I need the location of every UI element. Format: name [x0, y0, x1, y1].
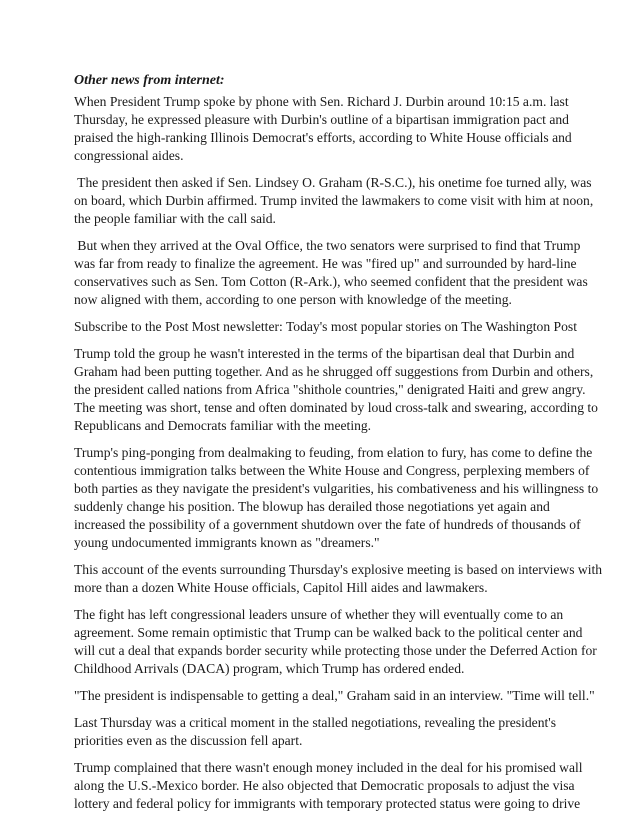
paragraph-10 [74, 714, 577, 750]
text-line: along the U.S.-Mexico border. He also objected that Democratic proposals to adjust the visa [74, 778, 575, 793]
paragraph-3 [74, 237, 588, 309]
text-line: Thursday, he expressed pleasure with Durbin's outline of a bipartisan immigration pact and [74, 112, 569, 127]
text-line: This account of the events surrounding Thursday's explosive meeting is based on interviews with [74, 562, 603, 577]
paragraph-6 [74, 444, 599, 552]
text-line: young undocumented immigrants known as "dreamers." [74, 535, 380, 550]
section-heading: Other news from internet: [74, 73, 225, 88]
text-line: The fight has left congressional leaders unsure of whether they will eventually come to an [74, 607, 564, 622]
paragraph-1 [74, 93, 577, 165]
text-line: more than a dozen White House officials, Capitol Hill aides and lawmakers. [74, 580, 488, 595]
text-line: praised the high-ranking Illinois Democrat's efforts, according to White House officials and [74, 130, 572, 145]
text-line: Republicans and Democrats familiar with the meeting. [74, 418, 372, 433]
paragraph-11 [74, 759, 583, 813]
text-line: the people familiar with the call said. [74, 211, 276, 226]
paragraph-7 [74, 561, 603, 597]
text-line: "The president is indispensable to getting a deal," Graham said in an interview. "Time will tell." [74, 688, 595, 703]
text-line: agreement. Some remain optimistic that Trump can be walked back to the political center and [74, 625, 583, 640]
text-line: The meeting was short, tense and often dominated by loud cross-talk and swearing, according to [74, 400, 598, 415]
text-line: congressional aides. [74, 148, 184, 163]
paragraph-8 [74, 606, 597, 678]
text-line: will cut a deal that expands border security while protecting those under the Deferred Action for [74, 643, 597, 658]
text-line: Childhood Arrivals (DACA) program, which Trump has ordered ended. [74, 661, 465, 676]
text-line: Last Thursday was a critical moment in the stalled negotiations, revealing the president's [74, 715, 557, 730]
text-line: increased the possibility of a government shutdown over the fate of hundreds of thousands of [74, 517, 581, 532]
text-line: the president called nations from Africa "shithole countries," denigrated Haiti and grew angry. [74, 382, 586, 397]
text-line: Trump complained that there wasn't enough money included in the deal for his promised wall [74, 760, 583, 775]
text-line: Subscribe to the Post Most newsletter: Today's most popular stories on The Washington Post [74, 319, 577, 334]
text-line: was far from ready to finalize the agreement. He was "fired up" and surrounded by hard-line [74, 256, 577, 271]
paragraph-4 [74, 318, 577, 336]
text-line: lottery and federal policy for immigrants with temporary protected status were going to drive [74, 796, 581, 811]
text-line: now aligned with them, according to one person with knowledge of the meeting. [74, 292, 512, 307]
text-line: When President Trump spoke by phone with Sen. Richard J. Durbin around 10:15 a.m. last [74, 94, 569, 109]
paragraph-9 [74, 687, 595, 705]
text-line: on board, which Durbin affirmed. Trump invited the lawmakers to come visit with him at noon, [74, 193, 594, 208]
text-line: The president then asked if Sen. Lindsey O. Graham (R-S.C.), his onetime foe turned ally, was [74, 175, 592, 190]
text-line: both parties as they navigate the president's vulgarities, his combativeness and his willingness to [74, 481, 599, 496]
text-line: priorities even as the discussion fell apart. [74, 733, 303, 748]
text-line: Trump told the group he wasn't interested in the terms of the bipartisan deal that Durbin and [74, 346, 575, 361]
paragraph-2 [74, 174, 594, 228]
paragraph-5 [74, 345, 598, 435]
text-line: Graham had been putting together. And as he shrugged off suggestions from Durbin and others, [74, 364, 594, 379]
text-line: conservatives such as Sen. Tom Cotton (R-Ark.), who seemed confident that the president was [74, 274, 588, 289]
text-line: But when they arrived at the Oval Office, the two senators were surprised to find that Trump [74, 238, 581, 253]
text-line: suddenly change his position. The blowup has derailed those negotiations yet again and [74, 499, 550, 514]
text-line: contentious immigration talks between the White House and Congress, perplexing members of [74, 463, 590, 478]
text-line: Trump's ping-ponging from dealmaking to feuding, from elation to fury, has come to define the [74, 445, 593, 460]
